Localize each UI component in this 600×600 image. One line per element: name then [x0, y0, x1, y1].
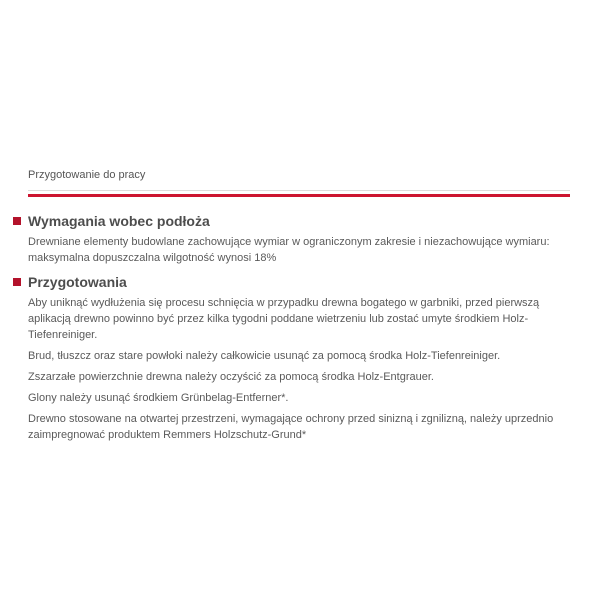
paragraph: Aby uniknąć wydłużenia się procesu schnięcia w przypadku drewna bogatego w garbniki, przed pierwszą aplikacją drewno powinno być przez kilka tygodni poddane wietrzeniu lub zostać umyte środkiem Holz-Tiefenreiniger. [28, 297, 540, 341]
page-title: Przygotowanie do pracy [28, 169, 146, 181]
paragraph: Drewniane elementy budowlane zachowujące wymiar w ograniczonym zakresie i niezachowujące wymiaru: maksymalna dopuszczalna wilgotność wynosi 18% [28, 236, 550, 264]
section-preparation [13, 273, 573, 443]
header-divider [28, 190, 570, 191]
section-heading [13, 212, 573, 230]
section-title: Przygotowania [28, 274, 127, 290]
square-bullet-icon [13, 278, 21, 286]
section-heading [13, 273, 573, 291]
section-title: Wymagania wobec podłoża [28, 213, 210, 229]
paragraph: Glony należy usunąć środkiem Grünbelag-Entferner*. [28, 392, 289, 404]
paragraph: Brud, tłuszcz oraz stare powłoki należy całkowicie usunąć za pomocą środka Holz-Tiefenreiniger. [28, 350, 501, 362]
square-bullet-icon [13, 217, 21, 225]
paragraph: Zszarzałe powierzchnie drewna należy oczyścić za pomocą środka Holz-Entgrauer. [28, 371, 434, 383]
header-accent-rule [28, 194, 570, 197]
section-substrate-requirements [13, 212, 573, 266]
paragraph: Drewno stosowane na otwartej przestrzeni, wymagające ochrony przed sinizną i zgnilizną, należy uprzednio zaimpregnować produktem Remmers Holzschutz-Grund* [28, 413, 554, 441]
